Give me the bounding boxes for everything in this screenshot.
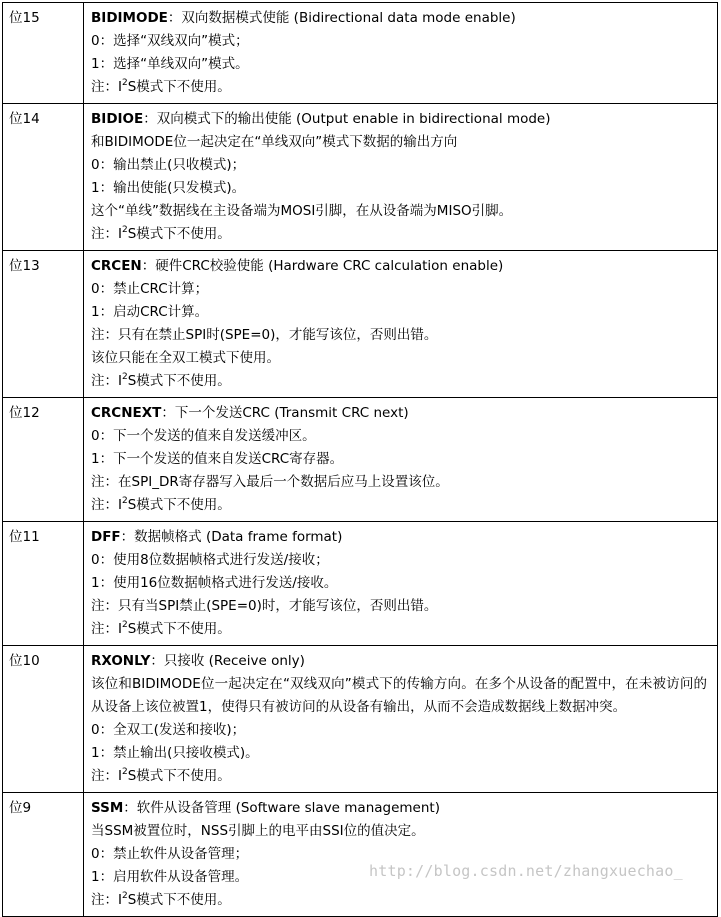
bit-number-cell: 位10	[3, 646, 84, 793]
note-superscript: 2	[121, 78, 128, 88]
register-bit-row	[3, 104, 718, 251]
bit-description-line: 这个“单线”数据线在主设备端为MOSI引脚，在从设备端为MISO引脚。	[91, 203, 513, 219]
bit-description-cell	[84, 522, 718, 646]
bit-description-line: 0：禁止CRC计算；	[91, 281, 209, 297]
i2s-note	[91, 370, 707, 395]
register-bit-row	[3, 398, 718, 522]
bit-description-line: 0：全双工(发送和接收)；	[91, 722, 246, 738]
bit-field-title: ：下一个发送CRC (Transmit CRC next)	[161, 405, 409, 421]
note-text-after: S模式下不使用。	[127, 768, 231, 784]
note-text-before: 注：I	[91, 892, 122, 908]
bit-field-title: ：只接收 (Receive only)	[150, 653, 305, 669]
bit-field-title: ：数据帧格式 (Data frame format)	[120, 529, 343, 545]
bit-number-cell: 位9	[3, 793, 84, 917]
bit-title	[91, 797, 707, 820]
note-superscript: 2	[121, 767, 128, 777]
bit-description-line: 注：只有当SPI禁止(SPE=0)时，才能写该位，否则出错。	[91, 598, 438, 614]
bit-description-line: 1：下一个发送的值来自发送CRC寄存器。	[91, 451, 344, 467]
bit-description-line: 1：选择“单线双向”模式。	[91, 56, 249, 72]
bit-description-line: 0：输出禁止(只收模式)；	[91, 157, 246, 173]
bit-field-name: DFF	[91, 529, 121, 545]
bit-description-line: 1：禁止输出(只接收模式)。	[91, 745, 259, 761]
bit-description-line: 注：只有在禁止SPI时(SPE=0)，才能写该位，否则出错。	[91, 327, 438, 343]
i2s-note	[91, 765, 707, 790]
note-text-after: S模式下不使用。	[127, 892, 231, 908]
bit-description-line: 0：选择“双线双向”模式；	[91, 33, 249, 49]
bit-description-line: 1：输出使能(只发模式)。	[91, 180, 246, 196]
note-superscript: 2	[121, 620, 128, 630]
bit-number-cell: 位13	[3, 251, 84, 398]
bit-description-line: 1：启动CRC计算。	[91, 304, 209, 320]
bit-description-cell	[84, 251, 718, 398]
bit-description-line: 0：禁止软件从设备管理；	[91, 846, 249, 862]
bit-title	[91, 526, 707, 549]
i2s-note	[91, 494, 707, 519]
bit-title	[91, 255, 707, 278]
note-text-after: S模式下不使用。	[127, 226, 231, 242]
register-bit-row	[3, 251, 718, 398]
bit-field-name: BIDIMODE	[91, 10, 168, 26]
bit-description-line: 和BIDIMODE位一起决定在“单线双向”模式下数据的输出方向	[91, 134, 458, 150]
bit-paragraph: 该位和BIDIMODE位一起决定在“双线双向”模式下的传输方向。在多个从设备的配置中，在未被访问的从设备上该位被置1，使得只有被访问的从设备有输出，从而不会造成数据线上数据冲突。	[91, 676, 707, 715]
bit-field-name: RXONLY	[91, 653, 151, 669]
bit-title	[91, 108, 707, 131]
register-bit-row	[3, 3, 718, 104]
bit-title	[91, 650, 707, 673]
bit-field-name: CRCNEXT	[91, 405, 162, 421]
bit-field-title: ：硬件CRC校验使能 (Hardware CRC calculation enable)	[141, 258, 504, 274]
note-text-before: 注：I	[91, 79, 122, 95]
bit-description-line: 0：使用8位数据帧格式进行发送/接收；	[91, 552, 329, 568]
bit-description-cell	[84, 3, 718, 104]
bit-field-title: ：软件从设备管理 (Software slave management)	[123, 800, 440, 816]
bit-number-cell: 位11	[3, 522, 84, 646]
register-bit-row	[3, 522, 718, 646]
bit-description-line: 注：在SPI_DR寄存器写入最后一个数据后应马上设置该位。	[91, 474, 449, 490]
watermark: http://blog.csdn.net/zhangxuechao_	[369, 862, 683, 880]
bit-description-cell	[84, 793, 718, 917]
bit-field-name: CRCEN	[91, 258, 142, 274]
note-superscript: 2	[121, 891, 128, 901]
note-text-before: 注：I	[91, 226, 122, 242]
i2s-note	[91, 76, 707, 101]
note-superscript: 2	[121, 372, 128, 382]
note-text-after: S模式下不使用。	[127, 497, 231, 513]
bit-description-cell	[84, 104, 718, 251]
note-superscript: 2	[121, 496, 128, 506]
register-bits-table	[2, 2, 718, 917]
note-text-after: S模式下不使用。	[127, 79, 231, 95]
table-body	[3, 3, 718, 917]
bit-title	[91, 402, 707, 425]
bit-title	[91, 7, 707, 30]
i2s-note	[91, 223, 707, 248]
note-text-before: 注：I	[91, 497, 122, 513]
bit-description-line: 当SSM被置位时，NSS引脚上的电平由SSI位的值决定。	[91, 823, 425, 839]
note-text-after: S模式下不使用。	[127, 373, 231, 389]
bit-field-name: BIDIOE	[91, 111, 144, 127]
note-text-before: 注：I	[91, 373, 122, 389]
note-text-after: S模式下不使用。	[127, 621, 231, 637]
bit-number-cell: 位15	[3, 3, 84, 104]
bit-description-line: 1：启用软件从设备管理。	[91, 869, 249, 885]
note-superscript: 2	[121, 225, 128, 235]
note-text-before: 注：I	[91, 621, 122, 637]
note-text-before: 注：I	[91, 768, 122, 784]
bit-description-line: 该位只能在全双工模式下使用。	[91, 350, 280, 366]
i2s-note	[91, 618, 707, 643]
register-bit-row	[3, 646, 718, 793]
bit-description-line: 0：下一个发送的值来自发送缓冲区。	[91, 428, 316, 444]
bit-field-title: ：双向数据模式使能 (Bidirectional data mode enable)	[167, 10, 516, 26]
bit-description-cell	[84, 398, 718, 522]
bit-number-cell: 位12	[3, 398, 84, 522]
register-bit-row	[3, 793, 718, 917]
bit-number-cell: 位14	[3, 104, 84, 251]
bit-description-line: 1：使用16位数据帧格式进行发送/接收。	[91, 575, 338, 591]
bit-description-cell	[84, 646, 718, 793]
bit-field-title: ：双向模式下的输出使能 (Output enable in bidirectional mode)	[143, 111, 551, 127]
bit-field-name: SSM	[91, 800, 124, 816]
